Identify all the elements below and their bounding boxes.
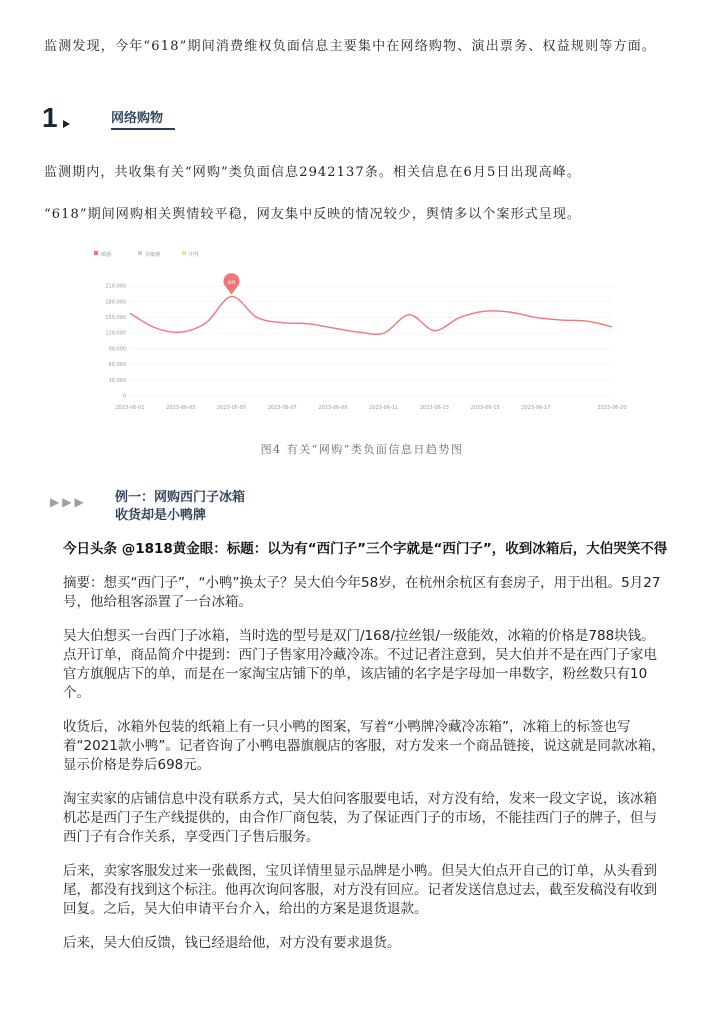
peak-label: 高峰 [227, 279, 236, 285]
series-line-敏感 [130, 296, 612, 334]
x-tick-label: 2023-06-20 [597, 405, 627, 411]
article-paragraph: 后来，吴大伯反馈，钱已经退给他，对方没有要求退货。 [63, 935, 401, 951]
section-title-underline [111, 128, 175, 130]
legend-swatch [138, 251, 142, 255]
section-arrow-icon [63, 120, 70, 128]
article [63, 540, 668, 953]
trend-chart-svg [90, 240, 630, 420]
x-tick-label: 2023-06-01 [115, 405, 145, 411]
x-tick-label: 2023-06-03 [166, 405, 196, 411]
section-number: 1 [42, 102, 58, 133]
x-tick-label: 2023-06-05 [216, 405, 247, 411]
figure-caption: 图4 有关“网购”类负面信息日趋势图 [260, 443, 464, 456]
article-paragraph: 淘宝卖家的店铺信息中没有联系方式，吴大伯问客服要电话，对方没有给，发来一段文字说，该冰箱机芯是西门子生产线提供的，由合作厂商包装，为了保证西门子的市场，不能挂西门子的牌子，但与西门子有合作关系，享受西门子售后服务。 [63, 791, 657, 845]
x-tick-label: 2023-06-17 [521, 405, 551, 411]
x-tick-label: 2023-06-09 [318, 405, 348, 411]
section-title: 网络购物 [111, 111, 164, 126]
legend-label: 敏感 [101, 252, 112, 258]
x-tick-label: 2023-06-15 [470, 405, 500, 411]
article-title: 今日头条 @1818黄金眼：标题：以为有“西门子”三个字就是“西门子”，收到冰箱后，大伯哭笑不得 [63, 541, 668, 557]
example-arrows-icon: ▶▶▶ [50, 495, 87, 509]
x-tick-label: 2023-06-13 [419, 405, 449, 411]
legend-label: 中性 [189, 252, 200, 258]
y-tick-label: 150,000 [105, 315, 126, 322]
article-paragraph: 后来，卖家客服发过来一张截图，宝贝详情里显示品牌是小鸭。但吴大伯点开自己的订单，从头看到尾，都没有找到这个标注。他再次询问客服，对方没有回应。记者发送信息过去，截至发稿没有收到回复。之后，吴大伯申请平台介入，给出的方案是退货退款。 [63, 863, 657, 917]
intro-paragraph: 监测发现，今年“618”期间消费维权负面信息主要集中在网络购物、演出票务、权益规则等方面。 [44, 39, 657, 54]
trend-chart [90, 240, 630, 420]
article-paragraph: 吴大伯想买一台西门子冰箱，当时选的型号是双门/168/拉丝银/一级能效，冰箱的价格是788块钱。点开订单，商品简介中提到：西门子售家用冷藏冷冻。不过记者注意到，吴大伯并不是在西门子家电官方旗舰店下的单，而是在一家淘宝店铺下的单，该店铺的名字是字母加一串数字，粉丝数只有10个。 [63, 628, 657, 701]
y-tick-label: 90,000 [108, 346, 126, 353]
y-tick-label: 120,000 [105, 330, 126, 337]
summary-paragraph: “618”期间网购相关舆情较平稳，网友集中反映的情况较少，舆情多以个案形式呈现。 [44, 207, 582, 222]
article-paragraph: 摘要：想买“西门子”，“小鸭”换太子？吴大伯今年58岁，在杭州余杭区有套房子，用于出租。5月27号，他给租客添置了一台冰箱。 [63, 575, 661, 610]
y-tick-label: 180,000 [105, 299, 126, 306]
y-tick-label: 30,000 [108, 377, 126, 384]
x-tick-label: 2023-06-11 [369, 405, 399, 411]
example-title-line1: 例一：网购西门子冰箱 [115, 490, 246, 505]
legend-swatch [94, 251, 98, 255]
legend-swatch [182, 251, 186, 255]
y-tick-label: 0 [122, 393, 126, 400]
article-paragraph: 收货后，冰箱外包装的纸箱上有一只小鸭的图案，写着“小鸭牌冷藏冷冻箱”，冰箱上的标签也写着“2021款小鸭”。记者咨询了小鸭电器旗舰店的客服，对方发来一个商品链接，说这就是同款冰箱，显示价格是券后698元。 [63, 719, 665, 773]
y-tick-label: 210,000 [105, 283, 126, 290]
legend-label: 非敏感 [145, 252, 161, 258]
monitoring-paragraph: 监测期内，共收集有关“网购”类负面信息2942137条。相关信息在6月5日出现高峰。 [44, 165, 581, 180]
y-tick-label: 60,000 [108, 362, 126, 369]
x-tick-label: 2023-06-07 [267, 405, 297, 411]
example-title-line2: 收货却是小鸭牌 [115, 508, 207, 523]
